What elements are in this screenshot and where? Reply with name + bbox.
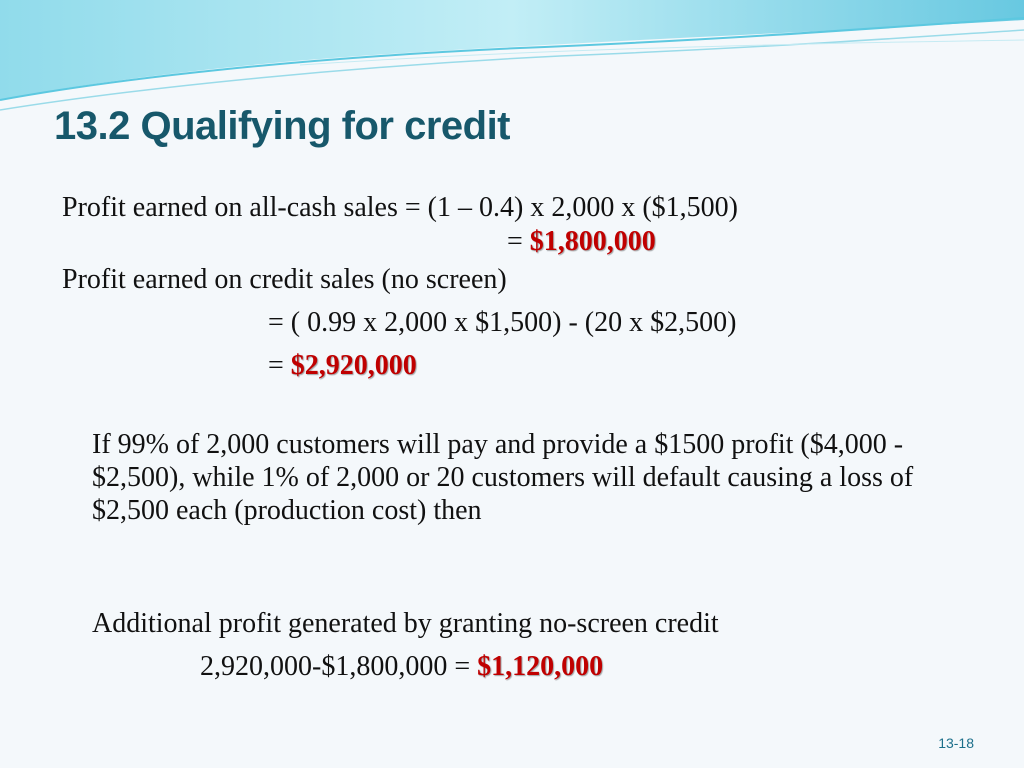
cash-profit-result-line [507,226,656,258]
additional-profit-result-line [200,651,603,683]
slide-number: 13-18 [938,735,974,751]
credit-profit-formula: = ( 0.99 x 2,000 x $1,500) - (20 x $2,500) [268,307,737,338]
additional-profit-line: Additional profit generated by granting no-screen credit [92,608,719,639]
credit-profit-line: Profit earned on credit sales (no screen) [62,264,507,295]
cash-profit-value: $1,800,000 [529,226,656,257]
page-title: 13.2 Qualifying for credit [54,104,511,148]
credit-profit-value: $2,920,000 [290,350,417,381]
equals-sign: = [507,226,530,257]
cash-profit-line: Profit earned on all-cash sales = (1 – 0.4) x 2,000 x ($1,500) [62,192,738,223]
credit-profit-result-line [268,350,417,382]
additional-profit-formula: 2,920,000-$1,800,000 = [200,651,478,682]
equals-sign: = [268,350,291,381]
header-wave-decoration [0,0,1024,120]
additional-profit-value: $1,120,000 [477,651,604,682]
explanation-paragraph: If 99% of 2,000 customers will pay and provide a $1500 profit ($4,000 - $2,500), while 1% of 2,000 or 20 customers will default causing a loss of $2,500 each (production cost) then [92,429,914,526]
